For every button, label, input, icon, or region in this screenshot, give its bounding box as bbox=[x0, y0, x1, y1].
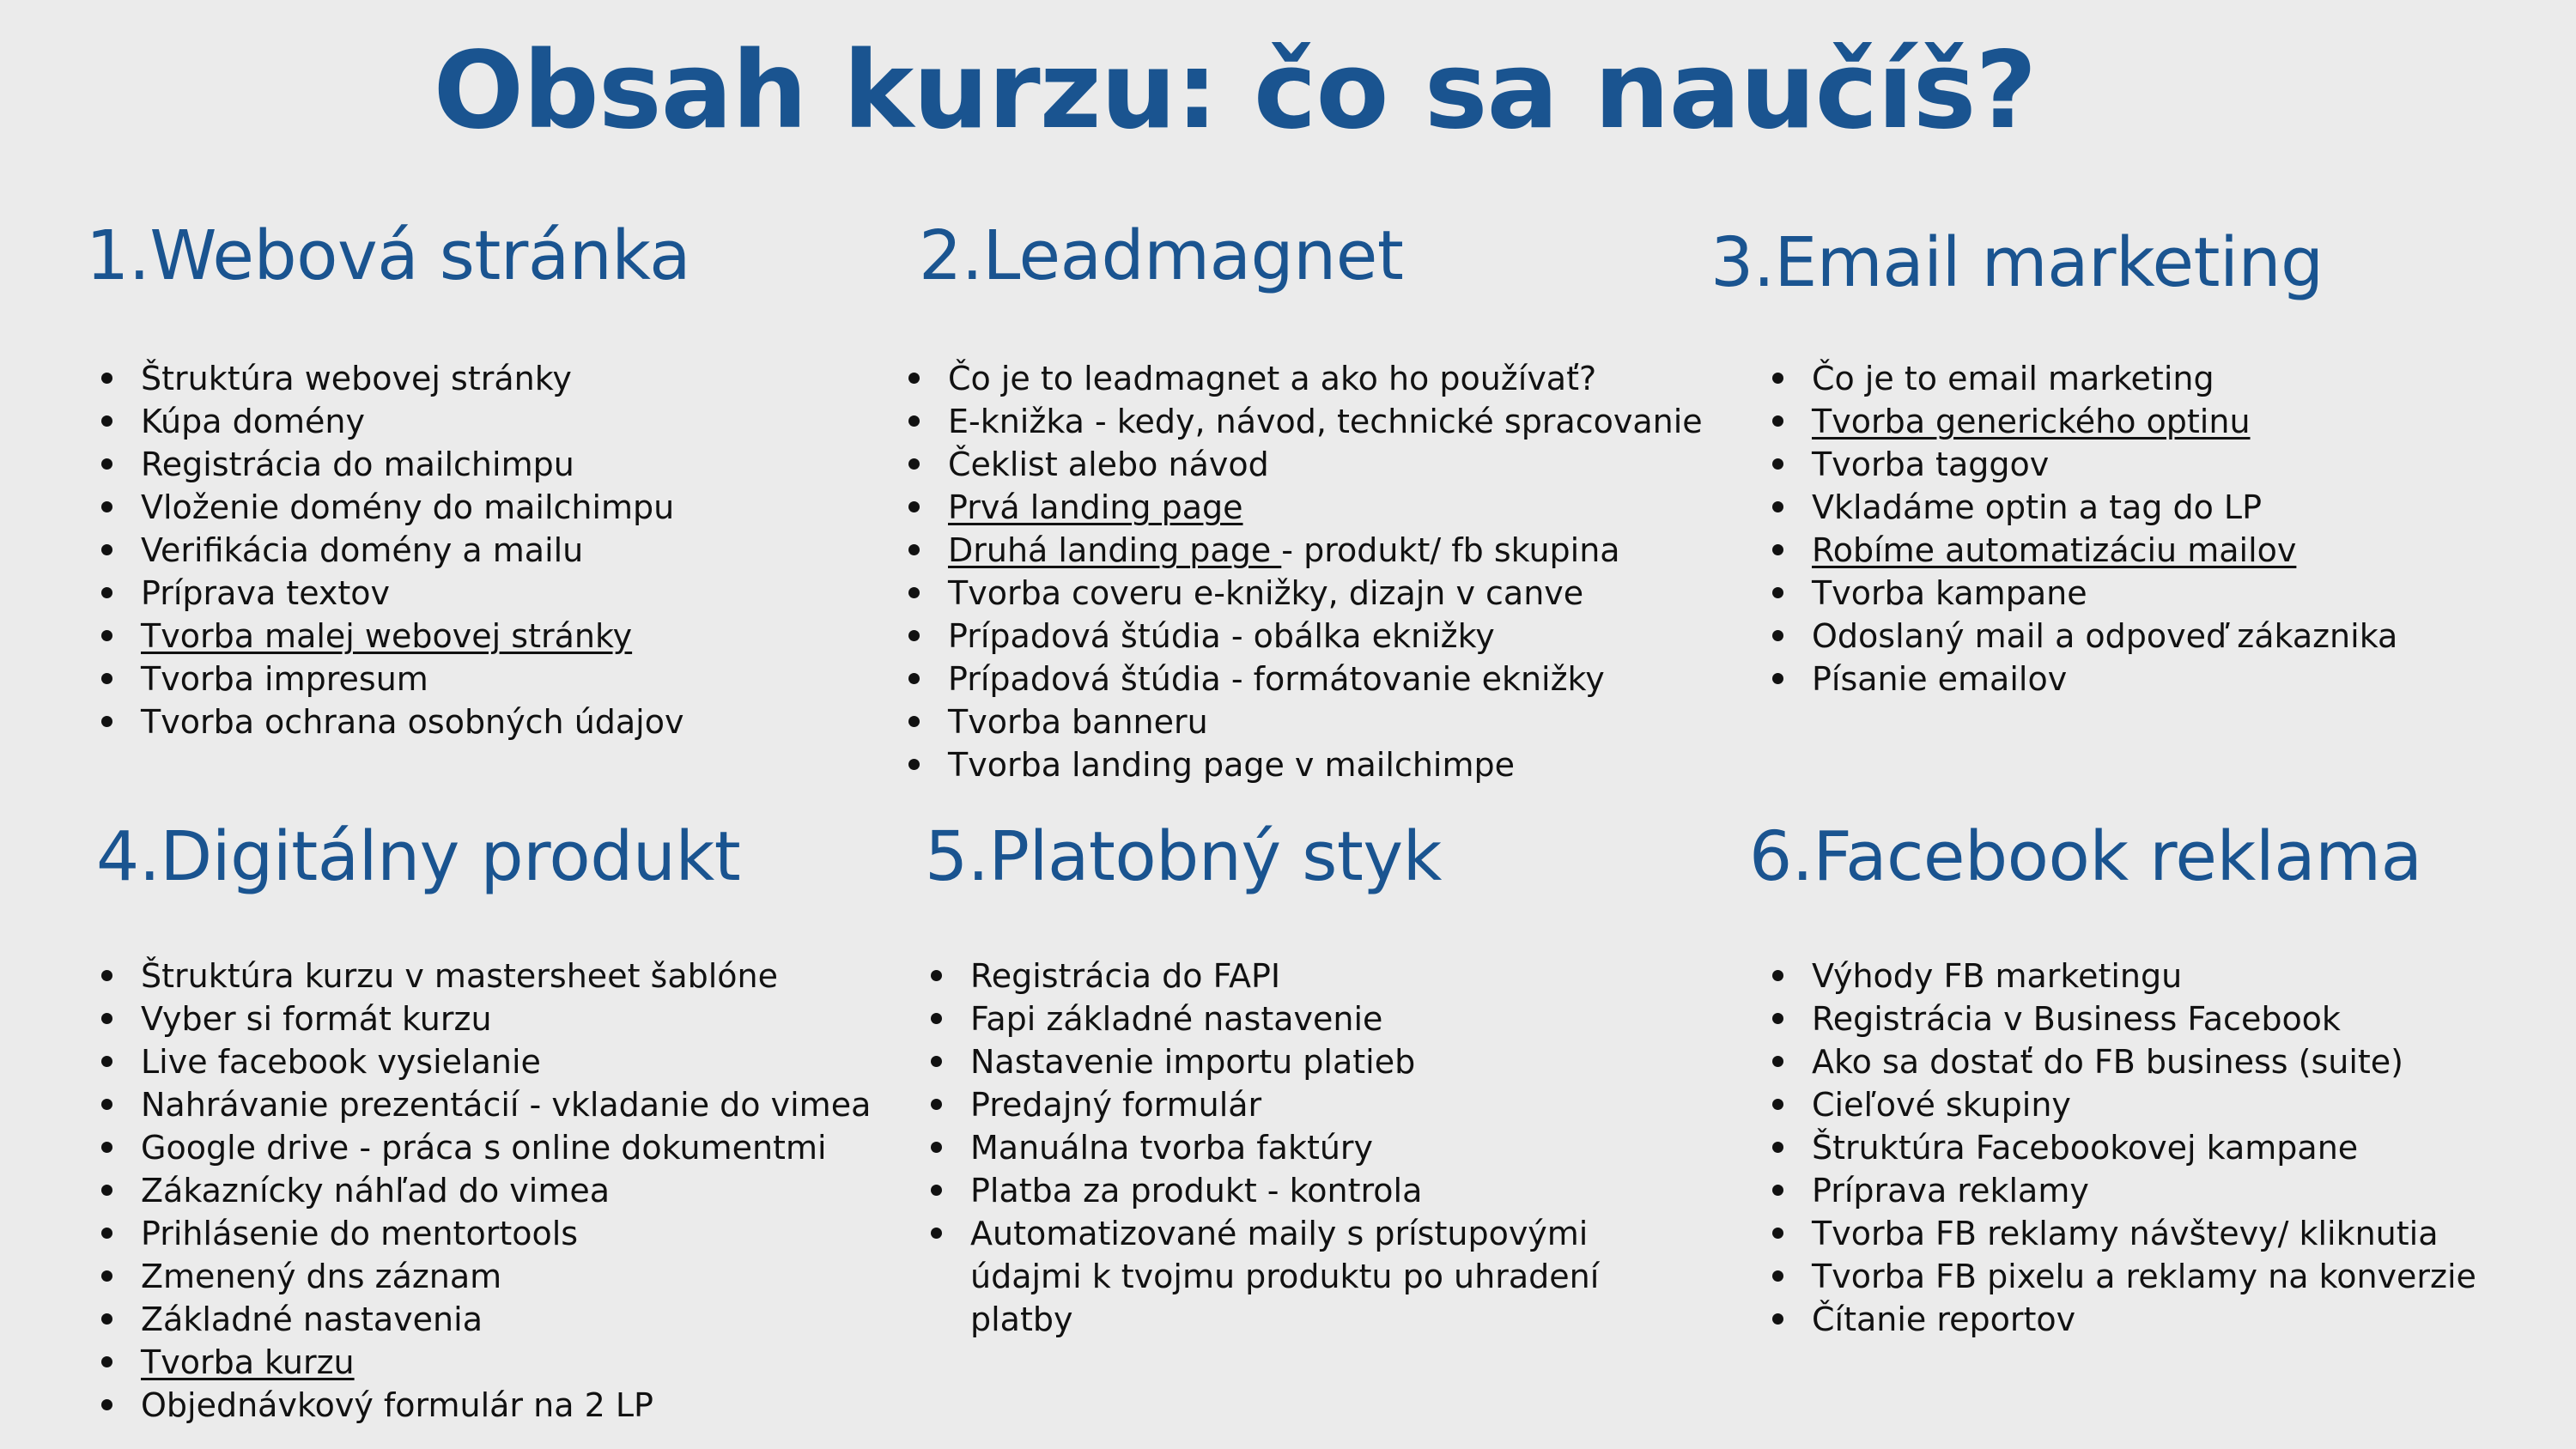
list-item bbox=[1757, 1298, 2476, 1341]
topic-link[interactable]: Prvá landing page bbox=[948, 488, 1243, 526]
list-item bbox=[893, 443, 1703, 486]
topic-text: Live facebook vysielanie bbox=[141, 1043, 541, 1081]
topic-list bbox=[1757, 955, 2476, 1341]
topic-text: Štruktúra Facebookovej kampane bbox=[1812, 1129, 2359, 1167]
list-item bbox=[86, 572, 683, 615]
topic-list bbox=[86, 955, 871, 1427]
topic-link[interactable]: Tvorba generického optinu bbox=[1812, 403, 2251, 440]
list-item bbox=[1757, 955, 2476, 997]
topic-text: Zákaznícky náhľad do vimea bbox=[141, 1172, 611, 1210]
section-heading: 1.Webová stránka bbox=[86, 216, 691, 295]
topic-text: Tvorba kampane bbox=[1812, 574, 2087, 612]
section-heading: 5.Platobný styk bbox=[925, 817, 1442, 896]
topic-text: Tvorba FB reklamy návštevy/ kliknutia bbox=[1812, 1215, 2439, 1252]
topic-text: Štruktúra kurzu v mastersheet šablóne bbox=[141, 957, 779, 995]
list-item bbox=[915, 1040, 1674, 1083]
topic-text: Tvorba coveru e-knižky, dizajn v canve bbox=[948, 574, 1584, 612]
list-item bbox=[893, 529, 1703, 572]
topic-text: Tvorba impresum bbox=[141, 660, 428, 698]
topic-text: Fapi základné nastavenie bbox=[970, 1000, 1383, 1038]
topic-text: Tvorba banneru bbox=[948, 703, 1208, 741]
topic-list bbox=[86, 357, 683, 743]
list-item bbox=[1757, 529, 2397, 572]
list-item bbox=[1757, 1040, 2476, 1083]
list-item bbox=[86, 997, 871, 1040]
section-heading: 3.Email marketing bbox=[1710, 223, 2324, 302]
section-digitalny-produkt bbox=[96, 817, 872, 1424]
topic-list bbox=[915, 955, 1674, 1341]
topic-text: Prihlásenie do mentortools bbox=[141, 1215, 579, 1252]
topic-text: Prípadová štúdia - formátovanie eknižky bbox=[948, 660, 1605, 698]
section-heading: 2.Leadmagnet bbox=[919, 216, 1404, 295]
topic-text: Príprava reklamy bbox=[1812, 1172, 2089, 1210]
list-item bbox=[1757, 1212, 2476, 1255]
list-item bbox=[1757, 1169, 2476, 1212]
topic-text: Verifikácia domény a mailu bbox=[141, 531, 584, 569]
list-item bbox=[915, 1169, 1674, 1212]
list-item bbox=[893, 572, 1703, 615]
section-heading: 6.Facebook reklama bbox=[1749, 817, 2422, 896]
list-item bbox=[915, 1212, 1674, 1341]
topic-text: Tvorba ochrana osobných údajov bbox=[141, 703, 684, 741]
list-item bbox=[86, 400, 683, 443]
topic-link[interactable]: Robíme automatizáciu mailov bbox=[1812, 531, 2297, 569]
list-item bbox=[86, 1169, 871, 1212]
topic-text: Nahrávanie prezentácií - vkladanie do vimea bbox=[141, 1086, 872, 1124]
list-item bbox=[1757, 1255, 2476, 1298]
topic-text: Tvorba FB pixelu a reklamy na konverzie bbox=[1812, 1258, 2476, 1295]
section-facebook-reklama bbox=[1749, 817, 2476, 1338]
list-item bbox=[1757, 1083, 2476, 1126]
topic-text: Ako sa dostať do FB business (suite) bbox=[1812, 1043, 2403, 1081]
topic-text: Čo je to leadmagnet a ako ho používať? bbox=[948, 360, 1597, 397]
topic-list bbox=[893, 357, 1703, 786]
topic-link[interactable]: Tvorba malej webovej stránky bbox=[141, 617, 633, 655]
list-item bbox=[86, 1341, 871, 1384]
section-heading: 4.Digitálny produkt bbox=[96, 817, 741, 896]
topic-text: Štruktúra webovej stránky bbox=[141, 360, 572, 397]
topic-text: Nastavenie importu platieb bbox=[970, 1043, 1416, 1081]
page-title: Obsah kurzu: čo sa naučíš? bbox=[433, 29, 2037, 153]
list-item bbox=[86, 700, 683, 743]
list-item bbox=[86, 443, 683, 486]
list-item bbox=[1757, 1126, 2476, 1169]
list-item bbox=[86, 1212, 871, 1255]
list-item bbox=[1757, 615, 2397, 658]
topic-text: Písanie emailov bbox=[1812, 660, 2068, 698]
topic-text: Čítanie reportov bbox=[1812, 1300, 2076, 1338]
list-item bbox=[86, 486, 683, 529]
list-item bbox=[1757, 658, 2397, 700]
section-webova-stranka bbox=[86, 216, 691, 741]
topic-text: Základné nastavenia bbox=[141, 1300, 483, 1338]
list-item bbox=[893, 743, 1703, 786]
topic-text: Registrácia do mailchimpu bbox=[141, 446, 574, 483]
list-item bbox=[86, 529, 683, 572]
topic-text: Vloženie domény do mailchimpu bbox=[141, 488, 675, 526]
topic-text: Registrácia do FAPI bbox=[970, 957, 1281, 995]
topic-text: Čo je to email marketing bbox=[1812, 360, 2215, 397]
list-item bbox=[86, 1083, 871, 1126]
list-item bbox=[86, 1126, 871, 1169]
list-item bbox=[893, 658, 1703, 700]
topic-text: E-knižka - kedy, návod, technické spracovanie bbox=[948, 403, 1703, 440]
topic-text: Výhody FB marketingu bbox=[1812, 957, 2183, 995]
topic-text: Automatizované maily s prístupovými údajmi k tvojmu produktu po uhradení platby bbox=[970, 1215, 1600, 1338]
list-item bbox=[86, 1384, 871, 1427]
list-item bbox=[86, 1040, 871, 1083]
list-item bbox=[915, 1126, 1674, 1169]
topic-text: Google drive - práca s online dokumentmi bbox=[141, 1129, 827, 1167]
topic-text: Registrácia v Business Facebook bbox=[1812, 1000, 2341, 1038]
list-item bbox=[1757, 443, 2397, 486]
list-item bbox=[893, 400, 1703, 443]
topic-text: Kúpa domény bbox=[141, 403, 365, 440]
list-item bbox=[915, 955, 1674, 997]
list-item bbox=[1757, 400, 2397, 443]
topic-text: Zmenený dns záznam bbox=[141, 1258, 502, 1295]
list-item bbox=[86, 1298, 871, 1341]
list-item bbox=[915, 1083, 1674, 1126]
topic-text: Prípadová štúdia - obálka eknižky bbox=[948, 617, 1495, 655]
list-item bbox=[86, 658, 683, 700]
list-item bbox=[86, 1255, 871, 1298]
list-item bbox=[1757, 997, 2476, 1040]
topic-text: Cieľové skupiny bbox=[1812, 1086, 2071, 1124]
list-item bbox=[1757, 572, 2397, 615]
topic-text: Vkladáme optin a tag do LP bbox=[1812, 488, 2263, 526]
topic-list bbox=[1757, 357, 2397, 700]
list-item bbox=[893, 700, 1703, 743]
list-item bbox=[893, 615, 1703, 658]
list-item bbox=[915, 997, 1674, 1040]
topic-text: Príprava textov bbox=[141, 574, 391, 612]
topic-text: - produkt/ fb skupina bbox=[1281, 531, 1620, 569]
topic-text: Vyber si formát kurzu bbox=[141, 1000, 492, 1038]
list-item bbox=[893, 357, 1703, 400]
topic-text: Platba za produkt - kontrola bbox=[970, 1172, 1423, 1210]
section-email-marketing bbox=[1710, 223, 2398, 698]
topic-text: Tvorba landing page v mailchimpe bbox=[948, 746, 1515, 784]
topic-link[interactable]: Druhá landing page bbox=[948, 531, 1282, 569]
topic-text: Odoslaný mail a odpoveď zákaznika bbox=[1812, 617, 2398, 655]
topic-text: Predajný formulár bbox=[970, 1086, 1262, 1124]
topic-link[interactable]: Tvorba kurzu bbox=[141, 1343, 355, 1381]
topic-text: Čeklist alebo návod bbox=[948, 446, 1269, 483]
list-item bbox=[86, 615, 683, 658]
section-platobny-styk bbox=[925, 817, 1600, 1338]
topic-text: Objednávkový formulár na 2 LP bbox=[141, 1386, 653, 1424]
list-item bbox=[893, 486, 1703, 529]
list-item bbox=[86, 955, 871, 997]
list-item bbox=[1757, 357, 2397, 400]
list-item bbox=[1757, 486, 2397, 529]
topic-text: Manuálna tvorba faktúry bbox=[970, 1129, 1374, 1167]
topic-text: Tvorba taggov bbox=[1812, 446, 2050, 483]
list-item bbox=[86, 357, 683, 400]
section-leadmagnet bbox=[919, 216, 1703, 784]
